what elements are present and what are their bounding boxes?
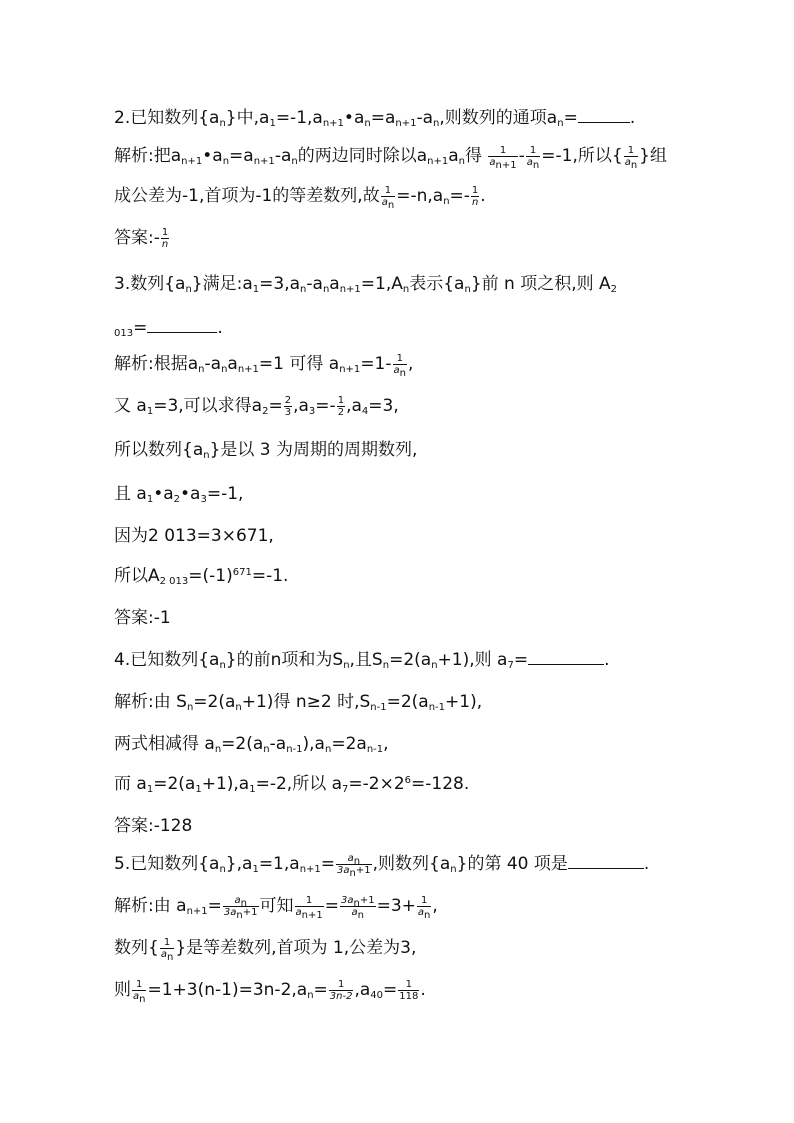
q2-answer: 答案:- $\frac{1}{n}$ (114, 226, 169, 250)
q5-solution-line-3: 则 $\frac{1}{a_n}$ $=1+3(n-1)=3n-2,a_n=$ $\frac{1}{3n-2}$ $,a_{40}=$ $\frac{1}{118}$ . (114, 978, 426, 1005)
q2-stem: 2.已知数列$\{a_n\}$中$,a_1=-1,a_{n+1}•a_n=a_{n+1}-a_n$,则数列的通项$a_n=$ . (114, 108, 636, 129)
q4-answer: 答案:-128 (114, 816, 193, 836)
q4-solution-line-2: 两式相减得 $a_n=2(a_n-a_{n-1}),a_n=2a_{n-1}$, (114, 734, 389, 755)
q3-solution-line-1: 解析:根据$a_n-a_na_{n+1}=1$ 可得 $a_{n+1}=1-$ $\frac{1}{a_n}$ , (114, 352, 414, 379)
fraction: $\frac{1}{a_n}$ (393, 352, 406, 379)
q3-answer: 答案:-1 (114, 608, 171, 628)
q5-solution-line-1: 解析:由 $a_{n+1}=$ $\frac{a_n}{3a_n+1}$ 可知 $\frac{1}{a_{n+1}}$ = $\frac{3a_n+1}{a_n}$ =3+ $\frac{1}{a_n}$ , (114, 894, 438, 921)
answer-blank (528, 650, 604, 665)
fraction: $\frac{1}{3n-2}$ (329, 978, 353, 1002)
fraction: $\frac{1}{a_{n+1}}$ (489, 144, 517, 171)
q3-solution-line-5: 因为2 013=3×671, (114, 526, 274, 546)
q3-solution-line-2: 又 $a_1=3$,可以求得$a_2=$ $\frac{2}{3}$ $,a_3=-$ $\frac{1}{2}$ $,a_4=3$, (114, 394, 399, 418)
q3-solution-line-6: 所以$A_{2 013}=(-1)^{671}=-1$. (114, 566, 289, 587)
fraction: $\frac{1}{a_n}$ (381, 184, 395, 211)
q5-stem: 5.已知数列$\{a_n\},a_1=1,a_{n+1}=$ $\frac{a_n}{3a_n+1}$ ,则数列$\{a_n\}$的第 40 项是 . (114, 852, 650, 879)
fraction: $\frac{1}{a_n}$ (133, 978, 146, 1005)
fraction: $\frac{1}{a_n}$ (624, 144, 638, 171)
q4-solution-line-3: 而 $a_1=2(a_1+1),a_1=-2$,所以 $a_7=-2\times 2^6=-128$. (114, 774, 470, 795)
q4-solution-line-1: 解析:由 $S_n=2(a_n+1)$得 n≥2 时$,S_{n-1}=2(a_{n-1}+1)$, (114, 692, 483, 713)
fraction: $\frac{3a_n+1}{a_n}$ (340, 894, 375, 921)
fraction: $\frac{a_n}{3a_n+1}$ (337, 852, 371, 879)
answer-blank (578, 108, 630, 123)
fraction: $\frac{1}{a_n}$ (417, 894, 431, 921)
q4-stem: 4.已知数列$\{a_n\}$的前n项和为$S_n$,且$S_n=2(a_n+1)$,则 $a_7=$ . (114, 650, 610, 671)
fraction: $\frac{1}{n}$ (471, 184, 479, 208)
answer-blank (147, 318, 217, 333)
fraction: $\frac{1}{a_n}$ (526, 144, 540, 171)
fraction: $\frac{2}{3}$ (284, 394, 292, 418)
q2-solution-line-2: 成公差为-1,首项为-1的等差数列,故 $\frac{1}{a_n}$ $=-n,a_n=-$ $\frac{1}{n}$ . (114, 184, 486, 211)
fraction: $\frac{1}{a_n}$ (160, 936, 174, 963)
q3-solution-line-4: 且 $a_1•a_2•a_3=-1$, (114, 484, 244, 505)
q3-stem-cont: $_{013}$= . (114, 318, 223, 339)
q2-solution-line-1: 解析:把$a_{n+1}•a_n=a_{n+1}-a_n$的两边同时除以$a_{n+1}a_n$得 $\frac{1}{a_{n+1}}$ - $\frac{1}{a_n}$ =-1,所以{ $\frac{1}{a_n}$ }组 (114, 144, 667, 171)
q5-solution-line-2: 数列{ $\frac{1}{a_n}$ }是等差数列,首项为 1,公差为3, (114, 936, 417, 963)
fraction: $\frac{1}{n}$ (161, 226, 169, 250)
q3-stem: 3.数列$\{a_n\}$满足$:a_1=3,a_n-a_na_{n+1}=1,A_n$表示$\{a_n\}$前 n 项之积,则 $A_2$ (114, 274, 618, 295)
q3-solution-line-3: 所以数列$\{a_n\}$是以 3 为周期的周期数列, (114, 440, 418, 461)
answer-blank (568, 854, 644, 869)
fraction: $\frac{a_n}{3a_n+1}$ (223, 894, 258, 921)
fraction: $\frac{1}{a_{n+1}}$ (295, 894, 323, 921)
fraction: $\frac{1}{118}$ (399, 978, 419, 1002)
fraction: $\frac{1}{2}$ (337, 394, 345, 418)
